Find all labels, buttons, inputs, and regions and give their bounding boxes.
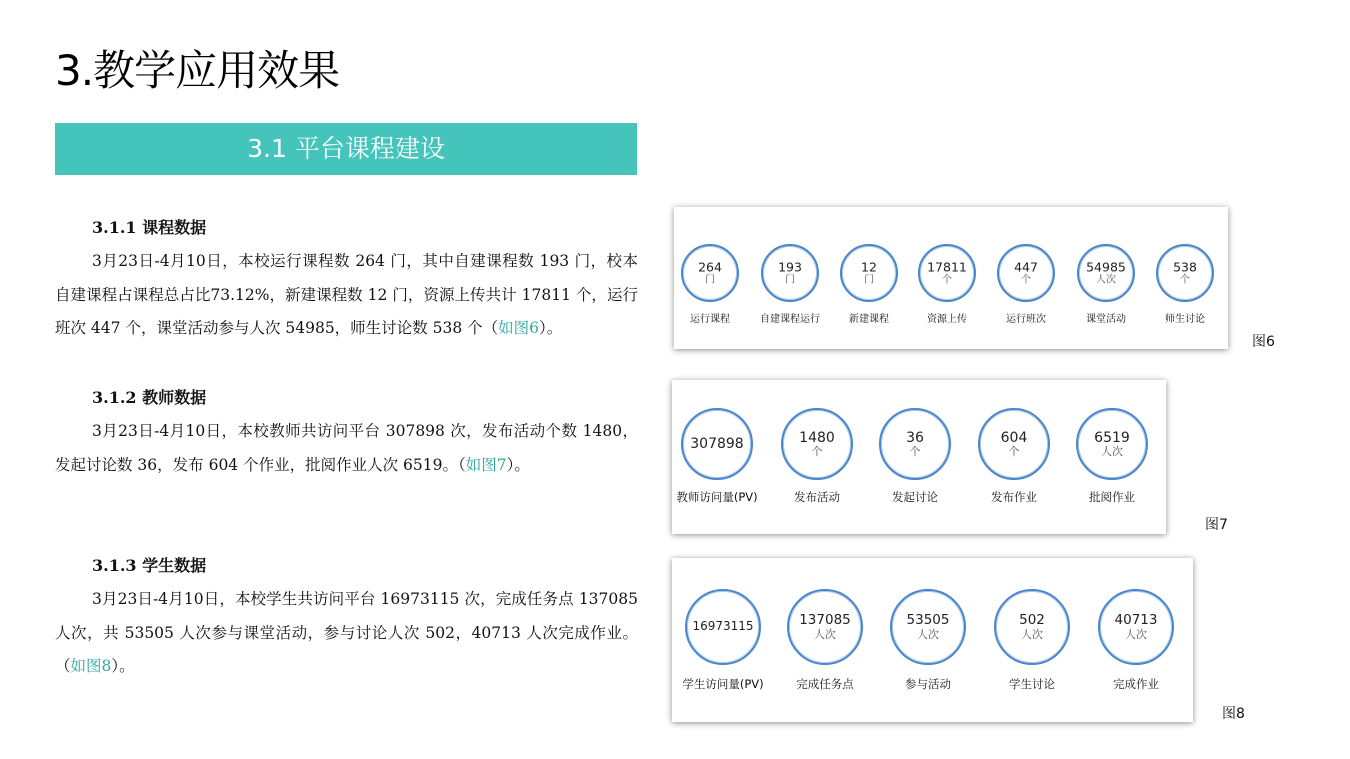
stat-value: 36: [906, 429, 924, 446]
stat-circle: [1076, 408, 1148, 480]
section-student-data: [55, 549, 638, 684]
section-heading: 3.1.3 学生数据: [92, 556, 207, 575]
figure-8-caption: 图8: [1222, 706, 1245, 722]
stat-circle: [997, 244, 1055, 302]
stat-value: 307898: [690, 435, 744, 452]
stat-label: 运行课程: [690, 314, 730, 325]
stat-unit: 个: [909, 445, 921, 458]
section-body: [55, 245, 638, 346]
stat-circle: [1098, 589, 1174, 665]
stat-unit: 个: [942, 274, 952, 286]
stat-unit: 门: [864, 274, 874, 286]
stat-circle: [761, 244, 819, 302]
stat-label: 发起讨论: [892, 490, 938, 504]
stat-value: 502: [1019, 612, 1045, 629]
figure-7-caption: 图7: [1205, 517, 1228, 533]
stat-circle: [978, 408, 1050, 480]
stat-label: 学生讨论: [1009, 677, 1055, 691]
stat-circle: [994, 589, 1070, 665]
figure-6-caption: 图6: [1252, 334, 1275, 350]
stat-label: 批阅作业: [1089, 490, 1135, 504]
stat-label: 资源上传: [927, 314, 967, 325]
stat-unit: 门: [705, 274, 715, 286]
stat-circle: [918, 244, 976, 302]
stat-value: 264: [698, 259, 722, 275]
stat-label: 师生讨论: [1165, 314, 1205, 325]
stat-value: 137085: [799, 612, 851, 629]
page-title: 3.教学应用效果: [55, 46, 340, 95]
section-heading: 3.1.2 教师数据: [92, 388, 207, 407]
stat-label: 发布活动: [794, 490, 840, 504]
stat-value: 193: [778, 259, 802, 275]
stat-unit: 个: [1008, 445, 1020, 458]
stat-unit: 个: [1180, 274, 1190, 286]
stat-circle: [681, 244, 739, 302]
section-body: [55, 415, 638, 482]
stat-unit: 人次: [1125, 627, 1147, 641]
body-text: 3月23日-4月10日，本校运行课程数 264 门，其中自建课程数 193 门，校本自建课程占课程总占比73.12%，新建课程数 12 门，资源上传共计 17811 个，运行班次 447 个，课堂活动参与人次 54985，师生讨论数 538 个（: [55, 252, 638, 337]
stat-value: 53505: [906, 612, 950, 629]
stat-value: 538: [1173, 259, 1197, 275]
stat-value: 447: [1014, 259, 1038, 275]
stat-value: 16973115: [692, 619, 754, 634]
figure-link[interactable]: 如图8: [70, 657, 112, 675]
stat-value: 604: [1000, 429, 1028, 446]
stat-circle: [1156, 244, 1214, 302]
stat-label: 完成任务点: [796, 677, 854, 691]
stat-label: 运行班次: [1006, 314, 1046, 325]
stat-unit: 人次: [1096, 274, 1116, 286]
stat-circle: [890, 589, 966, 665]
stat-circle: [681, 408, 753, 480]
stat-circle: [787, 589, 863, 665]
body-tail: ）。: [111, 657, 135, 675]
stat-value: 1480: [799, 429, 835, 446]
body-text: 3月23日-4月10日，本校教师共访问平台 307898 次，发布活动个数 1480，发起讨论数 36，发布 604 个作业，批阅作业人次 6519。（: [55, 422, 638, 474]
section-banner: 3.1 平台课程建设: [55, 123, 637, 175]
stat-unit: 人次: [1101, 445, 1123, 458]
stat-value: 6519: [1094, 429, 1130, 446]
stat-value: 12: [861, 259, 877, 275]
stat-label: 教师访问量(PV): [676, 490, 758, 504]
body-tail: ）。: [539, 319, 563, 337]
stat-circle: [781, 408, 853, 480]
stat-label: 新建课程: [849, 314, 889, 325]
stat-value: 17811: [927, 259, 967, 275]
stat-unit: 个: [811, 445, 823, 458]
stat-circle: [879, 408, 951, 480]
stat-unit: 个: [1021, 274, 1031, 286]
stat-circle: [1077, 244, 1135, 302]
body-tail: ）。: [506, 455, 530, 474]
stat-unit: 人次: [814, 627, 836, 641]
stat-label: 发布作业: [991, 490, 1037, 504]
stat-label: 学生访问量(PV): [682, 677, 764, 691]
stat-unit: 人次: [1021, 627, 1043, 641]
body-text: 3月23日-4月10日，本校学生共访问平台 16973115 次，完成任务点 137085人次，共 53505 人次参与课堂活动，参与讨论人次 502，40713 人次完成作业。（: [55, 590, 638, 675]
stat-unit: 门: [785, 274, 795, 286]
section-heading: 3.1.1 课程数据: [92, 218, 207, 237]
figure-link[interactable]: 如图6: [498, 319, 539, 337]
stat-label: 参与活动: [905, 677, 951, 691]
stat-value: 40713: [1114, 612, 1158, 629]
stat-unit: 人次: [917, 627, 939, 641]
section-teacher-data: [55, 381, 638, 482]
figure-link[interactable]: 如图7: [465, 455, 507, 474]
stat-circle: [685, 589, 761, 665]
section-course-data: [55, 211, 638, 346]
stat-circle: [840, 244, 898, 302]
stat-label: 课堂活动: [1086, 314, 1126, 325]
stat-label: 完成作业: [1113, 677, 1159, 691]
section-body: [55, 583, 638, 684]
stat-value: 54985: [1086, 259, 1126, 275]
stat-label: 自建课程运行: [760, 314, 820, 325]
